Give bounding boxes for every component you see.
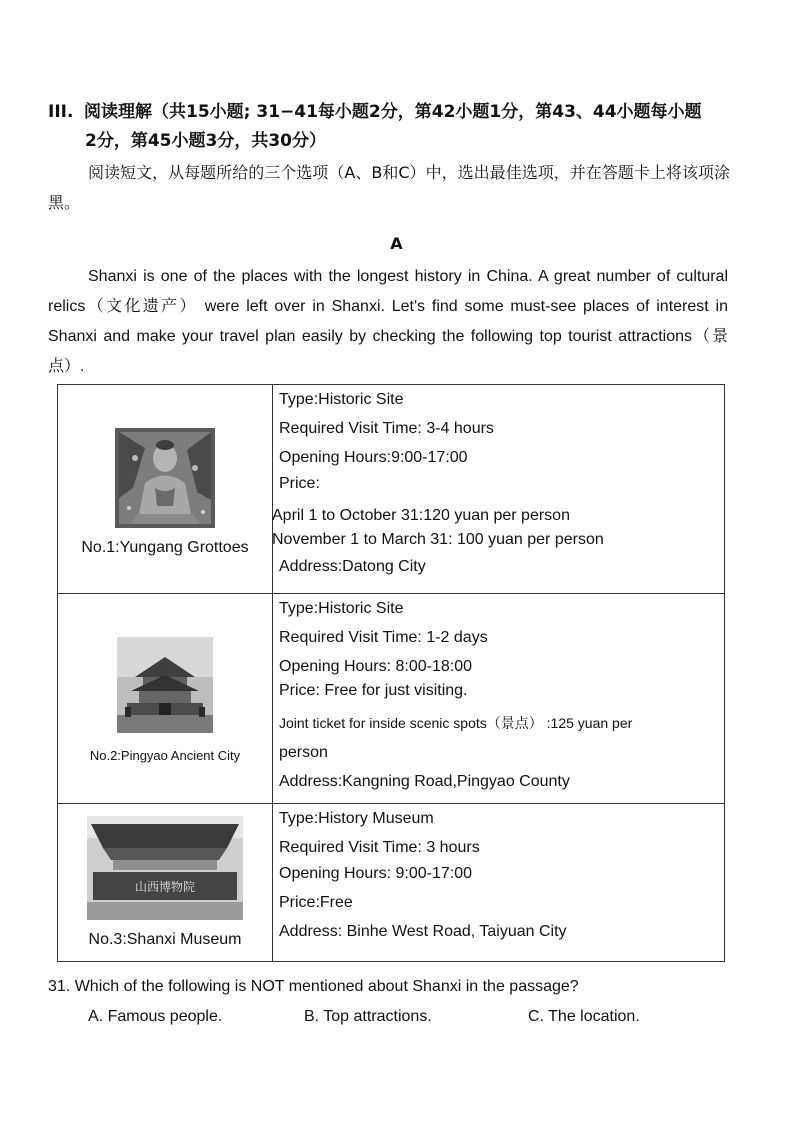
attraction-hours: Opening Hours: 9:00-17:00: [279, 865, 473, 882]
attraction-caption: No.2:Pingyao Ancient City: [89, 748, 241, 763]
ancient-city-tower-photo: [117, 637, 213, 733]
section-number: III.: [48, 102, 74, 122]
option-c[interactable]: C. The location.: [528, 1008, 640, 1025]
attraction-type: Type:Historic Site: [279, 391, 404, 408]
attraction-price: Price: Free for just visiting.: [279, 682, 468, 699]
attraction-photo-cell: [58, 594, 273, 804]
attraction-visit-time: Required Visit Time: 1-2 days: [279, 629, 488, 646]
section-heading-line1: 阅读理解（共15小题; 31−41每小题2分，第42小题1分，第43、44小题每小题: [84, 102, 702, 122]
attraction-photo-cell: [58, 804, 273, 962]
section-heading: [48, 98, 738, 156]
attraction-info: [273, 594, 725, 804]
question-31: 31. Which of the following is NOT mentioned about Shanxi in the passage?: [48, 978, 579, 995]
attraction-price: Price:: [279, 475, 320, 492]
table-row: [58, 594, 725, 804]
attraction-caption: No.3:Shanxi Museum: [88, 931, 242, 948]
attractions-table: [57, 384, 725, 962]
museum-building-photo: [87, 816, 243, 920]
attraction-photo-cell: [58, 385, 273, 594]
attraction-hours: Opening Hours:9:00-17:00: [279, 449, 468, 466]
table-row: [58, 804, 725, 962]
buddha-statue-photo: [115, 428, 215, 528]
attraction-visit-time: Required Visit Time: 3-4 hours: [279, 420, 494, 437]
attraction-price: Price:Free: [279, 894, 353, 911]
attraction-price-line: November 1 to March 31: 100 yuan per person: [272, 531, 604, 548]
attraction-type: Type:Historic Site: [279, 600, 404, 617]
attraction-address: Address:Kangning Road,Pingyao County: [279, 773, 570, 790]
option-a[interactable]: A. Famous people.: [88, 1008, 223, 1025]
section-heading-line2: 2分，第45小题3分，共30分）: [85, 131, 326, 151]
museum-sign-text: 山西博物院: [134, 880, 196, 894]
attraction-hours: Opening Hours: 8:00-18:00: [279, 658, 473, 675]
attraction-price-line: person: [279, 744, 328, 761]
attraction-visit-time: Required Visit Time: 3 hours: [279, 839, 480, 856]
attraction-info: [273, 385, 725, 594]
reading-passage: Shanxi is one of the places with the longest history in China. A great number of cultural relics（文化遗产） were left over in Shanxi. Let's find some must-see places of interest in Shanxi and make your travel plan easily by checking the following top tourist attractions（景点）.: [48, 268, 728, 375]
part-letter: A: [390, 234, 403, 253]
attraction-type: Type:History Museum: [279, 810, 434, 827]
attraction-price-line: Joint ticket for inside scenic spots（景点） :125 yuan per: [279, 715, 633, 731]
attraction-caption: No.1:Yungang Grottoes: [81, 539, 249, 556]
table-row: [58, 385, 725, 594]
attraction-info: [273, 804, 725, 962]
attraction-price-line: April 1 to October 31:120 yuan per person: [272, 507, 570, 524]
attraction-address: Address:Datong City: [279, 558, 426, 575]
option-b[interactable]: B. Top attractions.: [304, 1008, 432, 1025]
attraction-address: Address: Binhe West Road, Taiyuan City: [279, 923, 567, 940]
section-instruction: 阅读短文，从每题所给的三个选项（A、B和C）中，选出最佳选项，并在答题卡上将该项涂黑。: [48, 163, 730, 212]
